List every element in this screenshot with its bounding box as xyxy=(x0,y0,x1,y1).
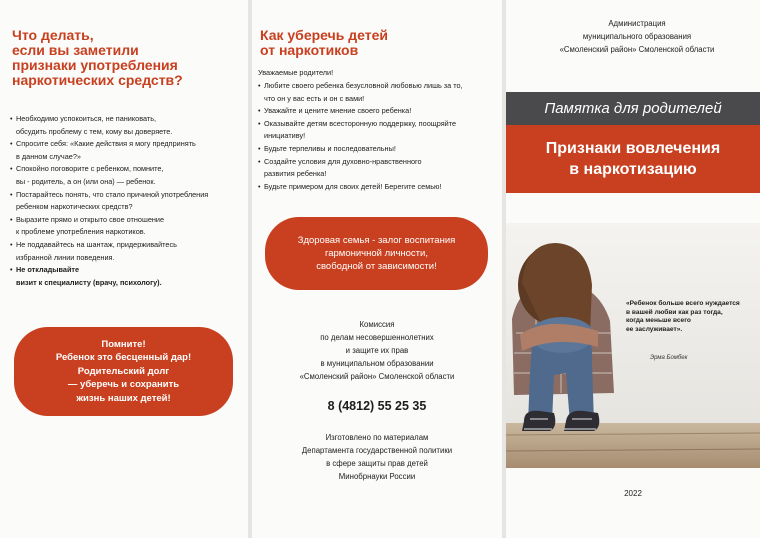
list-item: • Не откладывайте визит к специалисту (врачу, психологу). xyxy=(10,264,246,289)
list-item: • Любите своего ребенка безусловной любовью лишь за то, что он у вас есть и он с вами! xyxy=(258,80,498,105)
left-panel xyxy=(0,0,248,538)
source-credit: Изготовлено по материалам Департамента государственной политики в сфере защиты прав детей Минобрнауки России xyxy=(301,433,453,481)
quote-author: Эрма Бомбек xyxy=(650,355,688,361)
protect-children-heading: Как уберечь детей от наркотиков xyxy=(260,27,388,58)
what-to-do-list xyxy=(10,113,246,289)
list-item: • Будьте примером для своих детей! Берегите семью! xyxy=(258,181,498,194)
administration-header: Администрация муниципального образования «Смоленский район» Смоленской области xyxy=(559,19,715,54)
list-item: • Создайте условия для духовно-нравственного развития ребенка! xyxy=(258,156,498,181)
memo-banner: Памятка для родителей xyxy=(506,92,760,125)
publication-year: 2022 xyxy=(624,489,642,498)
phone-number: 8 (4812) 55 25 35 xyxy=(327,399,427,413)
healthy-family-callout: Здоровая семья - залог воспитания гармоничной личности, свободной от зависимости! xyxy=(265,217,488,290)
list-item: • Необходимо успокоиться, не паниковать, обсудить проблему с тем, кому вы доверяете. xyxy=(10,113,246,138)
list-item: • Будьте терпеливы и последовательны! xyxy=(258,143,498,156)
what-to-do-heading: Что делать, если вы заметили признаки употребления наркотических средств? xyxy=(12,27,183,88)
list-item: • Оказывайте детям всесторонную поддержку, поощряйте инициативу! xyxy=(258,118,498,143)
list-item: • Выразите прямо и открыто свое отношение к проблеме употребления наркотиков. xyxy=(10,214,246,239)
list-item: • Постарайтесь понять, что стало причиной употребления ребенком наркотических средств? xyxy=(10,189,246,214)
sad-child-photo xyxy=(506,223,760,468)
cover-title: Признаки вовлечения в наркотизацию xyxy=(506,125,760,193)
greeting: Уважаемые родители! xyxy=(258,68,334,77)
list-item: • Не поддавайтесь на шантаж, придерживайтесь избранной линии поведения. xyxy=(10,239,246,264)
commission-info: Комиссия по делам несовершеннолетних и защите их прав в муниципальном образовании «Смоленский район» Смоленской области xyxy=(299,320,455,381)
cover-panel xyxy=(506,0,760,538)
quote-text: «Ребенок больше всего нуждается в вашей любви как раз тогда, когда меньше всего ее заслуживает». xyxy=(626,300,740,333)
list-item: • Спокойно поговорите с ребенком, помните, вы - родитель, а он (или она) — ребенок. xyxy=(10,163,246,188)
middle-panel xyxy=(252,0,502,538)
advice-list xyxy=(258,80,498,193)
list-item: • Уважайте и цените мнение своего ребенка! xyxy=(258,105,498,118)
photo-illustration xyxy=(506,223,760,468)
remember-callout: Помните! Ребенок это бесценный дар! Родительский долг — уберечь и сохранить жизнь наших детей! xyxy=(14,327,233,416)
list-item: • Спросите себя: «Какие действия я могу предпринять в данном случае?» xyxy=(10,138,246,163)
